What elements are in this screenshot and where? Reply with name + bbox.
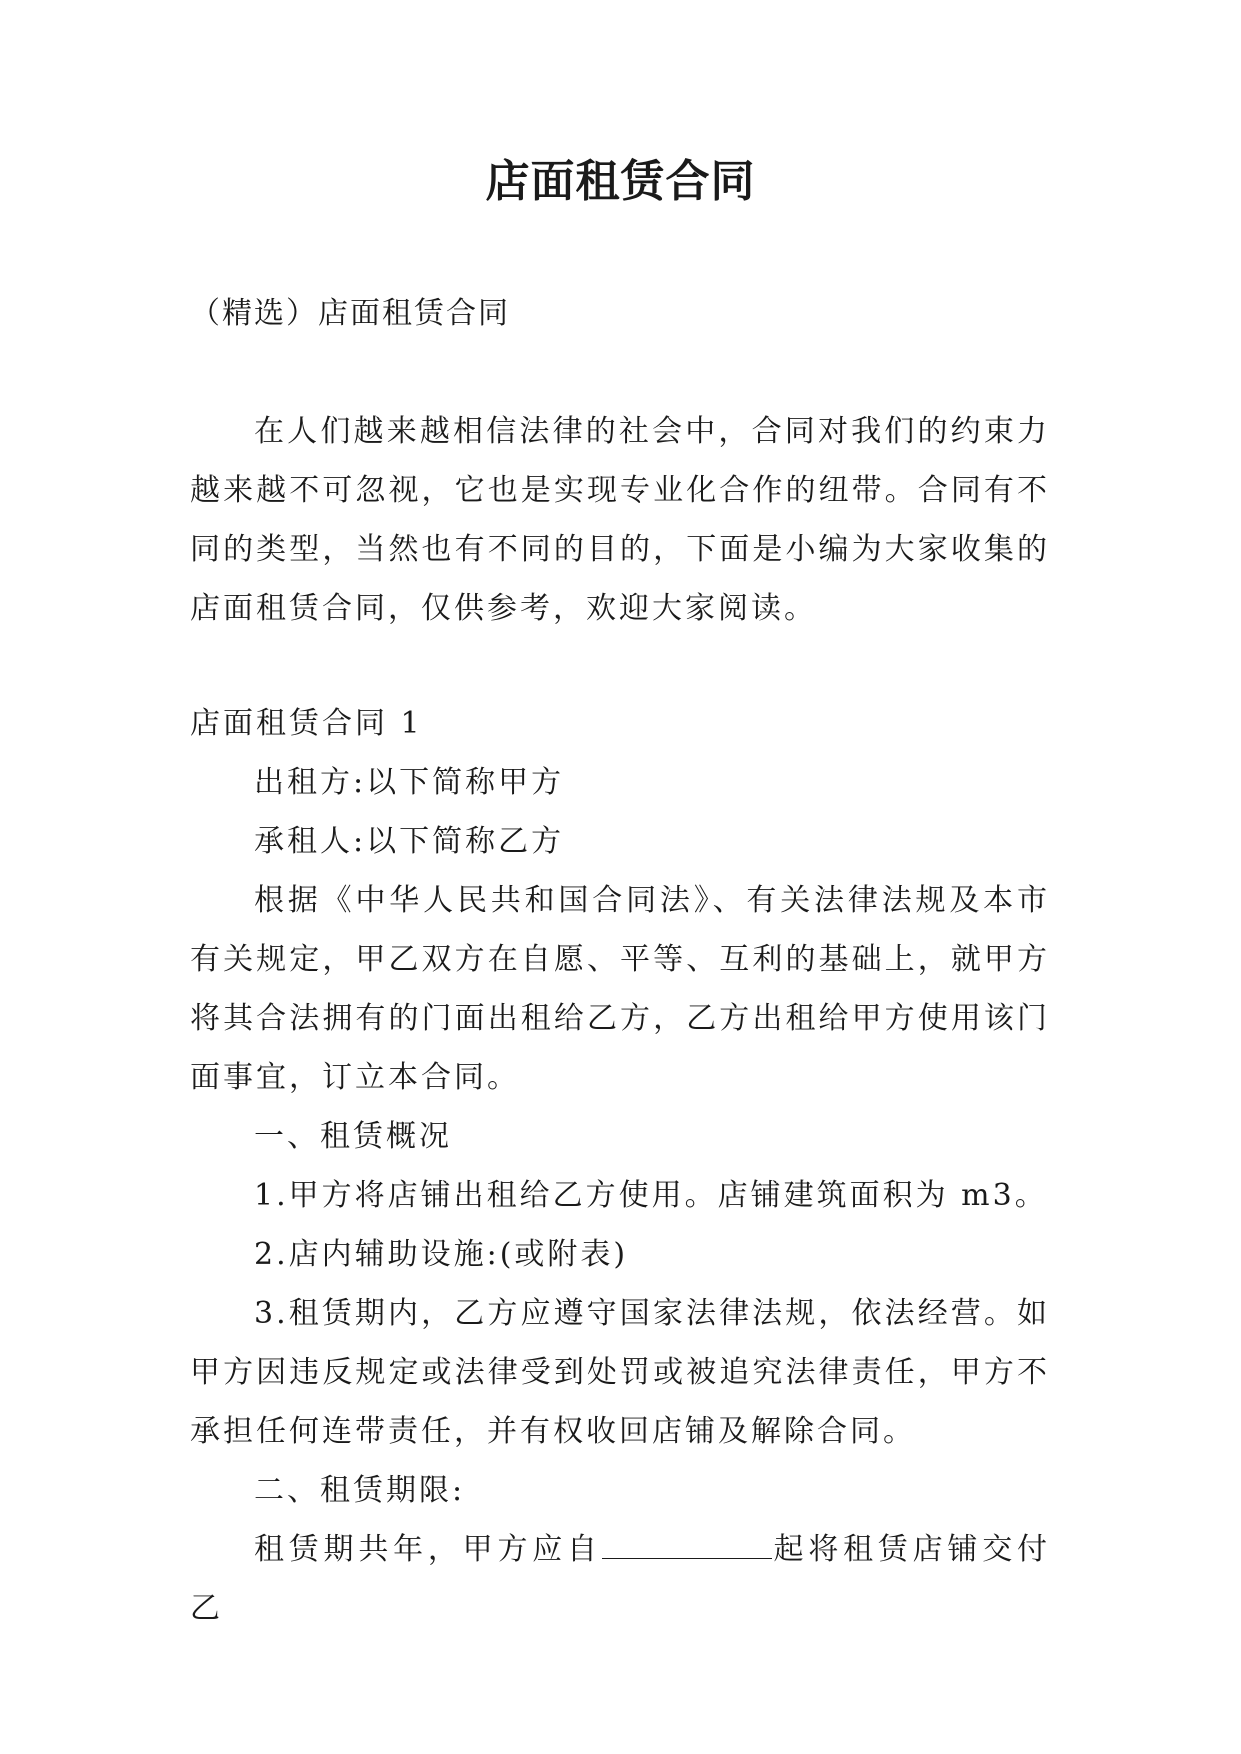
section2-text-before: 租赁期共年，甲方应自	[254, 1532, 602, 1567]
section1-item2: 2.店内辅助设施:(或附表)	[254, 1237, 629, 1272]
fill-in-blank	[602, 1524, 772, 1559]
section1-item3: 3.租赁期内，乙方应遵守国家法律法规，依法经营。如甲方因违反规定或法律受到处罚或被追究法律责任，甲方不承担任何连带责任，并有权收回店铺及解除合同。	[190, 1296, 1050, 1449]
section2-text-after: 起将租赁店铺交付乙	[190, 1532, 1051, 1626]
section1-heading: 一、租赁概况	[254, 1119, 452, 1154]
preamble-paragraph: 根据《中华人民共和国合同法》、有关法律法规及本市有关规定，甲乙双方在自愿、平等、互利的基础上，就甲方将其合法拥有的门面出租给乙方，乙方出租给甲方使用该门面事宜，订立本合同。	[190, 883, 1050, 1095]
section2-paragraph	[190, 1520, 1050, 1638]
section1-item1: 1.甲方将店铺出租给乙方使用。店铺建筑面积为 m3。	[254, 1178, 1048, 1213]
contract-body	[190, 694, 1050, 1638]
document-title: 店面租赁合同	[485, 156, 756, 207]
intro-paragraph: 在人们越来越相信法律的社会中，合同对我们的约束力越来越不可忽视，它也是实现专业化合作的纽带。合同有不同的类型，当然也有不同的目的，下面是小编为大家收集的店面租赁合同，仅供参考，欢迎大家阅读。	[190, 414, 1050, 626]
lessee-line: 承租人:以下简称乙方	[254, 824, 565, 859]
document-subtitle: （精选）店面租赁合同	[190, 296, 510, 331]
contract-heading: 店面租赁合同 1	[190, 706, 423, 741]
lessor-line: 出租方:以下简称甲方	[254, 765, 565, 800]
section2-heading: 二、租赁期限:	[254, 1473, 466, 1508]
